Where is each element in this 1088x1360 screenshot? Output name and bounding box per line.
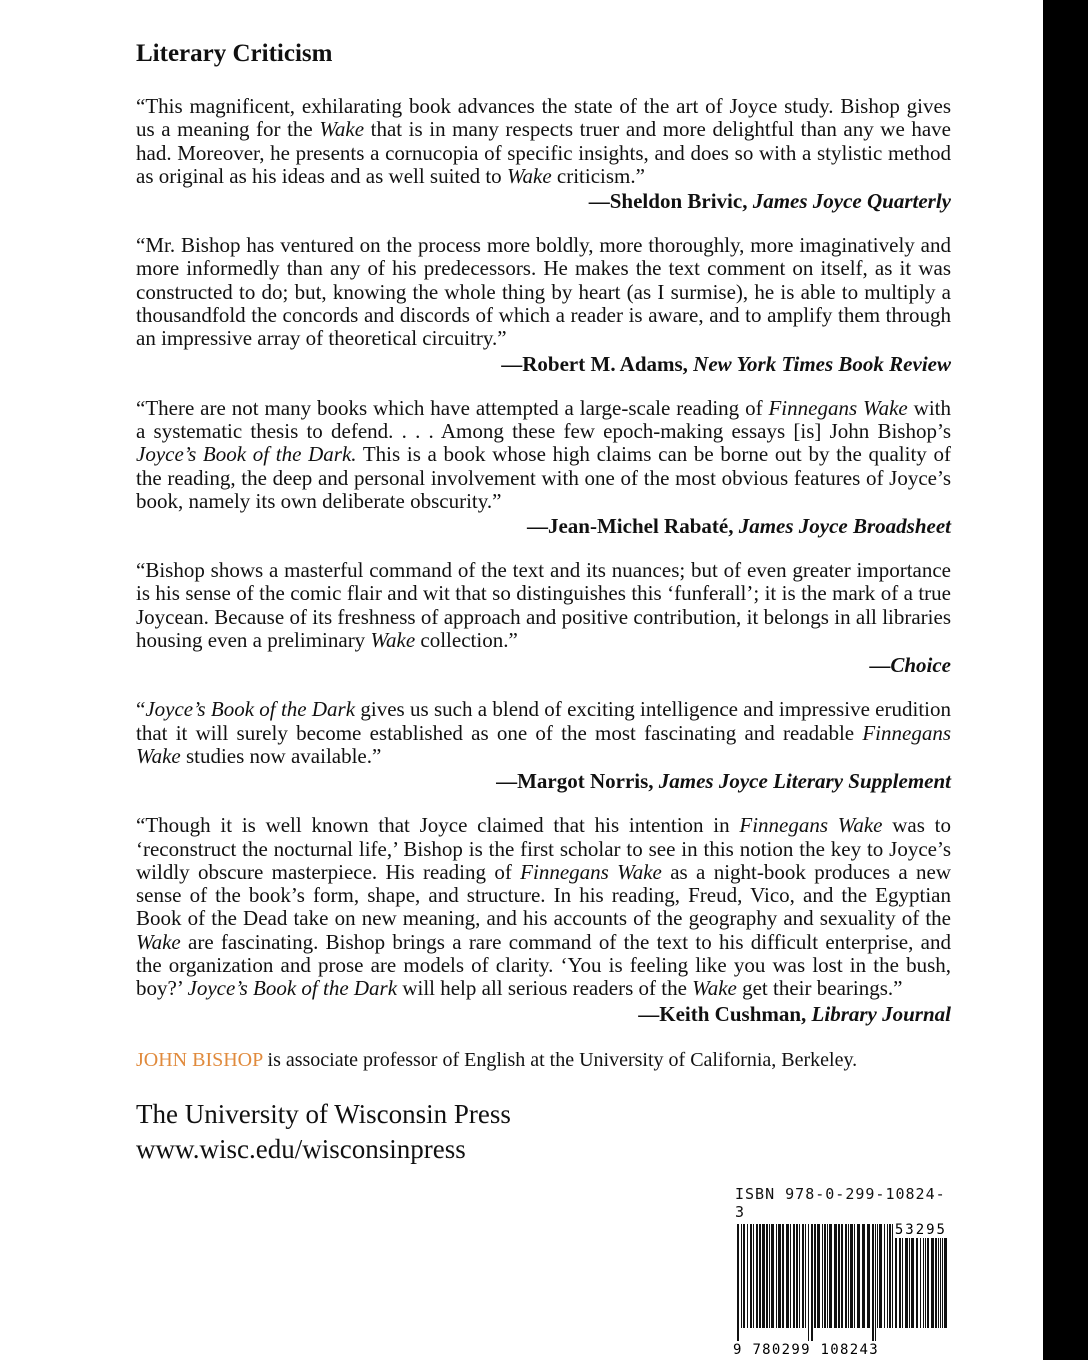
barcode-bar bbox=[841, 1224, 843, 1328]
barcode-bar bbox=[771, 1224, 774, 1328]
review-attribution bbox=[136, 768, 951, 794]
barcode-bar bbox=[920, 1224, 921, 1328]
publisher-info bbox=[136, 1097, 951, 1167]
review-source: Choice bbox=[890, 653, 951, 678]
quote-title: Finnegans Wake bbox=[520, 859, 662, 884]
barcode-bar bbox=[796, 1224, 798, 1328]
quote-title: Joyce’s Book of the Dark bbox=[145, 697, 356, 722]
quote-title: Finnegans Wake bbox=[768, 395, 908, 420]
barcode-bar bbox=[867, 1224, 870, 1328]
isbn-text: ISBN 978-0-299-10824-3 bbox=[735, 1185, 946, 1221]
review-quote bbox=[136, 559, 951, 652]
quote-title: Wake bbox=[319, 117, 365, 142]
barcode-bar bbox=[747, 1224, 748, 1328]
quote-text: This is a book whose high claims can be borne out by the quality of the reading, the deep and personal involvement with one of the most obvious features of Joyce’s book, namely its own deliberate obscurity.” bbox=[136, 442, 951, 513]
barcode-bar bbox=[895, 1224, 897, 1328]
barcode-bar bbox=[743, 1224, 745, 1328]
barcode-bar bbox=[925, 1224, 926, 1328]
barcode-bar bbox=[854, 1224, 855, 1328]
barcode-bar bbox=[766, 1224, 768, 1328]
quote-title: Wake bbox=[136, 929, 181, 954]
barcode-bar bbox=[877, 1224, 878, 1328]
barcode-bar bbox=[923, 1224, 924, 1328]
review-quote bbox=[136, 397, 951, 513]
quote-text: are fascinating. Bishop brings a rare command of the text to his difficult enterprise, and the organization and prose are models of clarity. ‘You is feeling like you was lost in the bush, boy?’ bbox=[136, 929, 951, 1001]
review-source: James Joyce Quarterly bbox=[752, 189, 951, 214]
review-attribution bbox=[136, 1001, 951, 1027]
barcode-bar bbox=[931, 1224, 934, 1328]
review-source: James Joyce Broadsheet bbox=[738, 514, 951, 539]
barcode-bar bbox=[822, 1224, 823, 1328]
barcode-bars bbox=[731, 1224, 951, 1341]
quote-title: Finnegans Wake bbox=[739, 813, 883, 838]
barcode-bar bbox=[927, 1224, 929, 1328]
quote-title: Wake bbox=[370, 628, 416, 653]
publisher-url: www.wisc.edu/wisconsinpress bbox=[136, 1133, 466, 1164]
reviewer-name: —Keith Cushman, bbox=[638, 1001, 807, 1026]
barcode-bar bbox=[879, 1224, 882, 1328]
reviews-list bbox=[136, 95, 951, 1027]
quote-title: Joyce’s Book of the Dark bbox=[187, 976, 398, 1001]
reviewer-name: —Sheldon Brivic, bbox=[588, 189, 748, 214]
barcode-bar bbox=[940, 1224, 941, 1328]
quote-text: “This magnificent, exhilarating book advances the state of the art of Joyce study. Bishop gives us a meaning for the bbox=[136, 94, 951, 142]
barcode-bar bbox=[778, 1224, 781, 1328]
review-quote bbox=[136, 814, 951, 1000]
quote-title: Joyce’s Book of the Dark. bbox=[136, 442, 357, 467]
barcode-bar bbox=[935, 1224, 937, 1328]
ean-digits: 9 780299 108243 bbox=[733, 1342, 879, 1358]
barcode-bar bbox=[802, 1224, 804, 1328]
quote-text: will help all serious readers of the bbox=[397, 976, 693, 1001]
review-attribution bbox=[136, 652, 951, 678]
barcode-bar bbox=[829, 1224, 832, 1328]
review-quote bbox=[136, 234, 951, 350]
barcode-bar bbox=[889, 1224, 891, 1328]
reviewer-name: —Jean-Michel Rabaté, bbox=[526, 514, 734, 539]
quote-title: Wake bbox=[506, 163, 552, 188]
quote-text: “ bbox=[136, 697, 146, 722]
barcode-bar bbox=[750, 1224, 752, 1328]
barcode-bar bbox=[786, 1224, 789, 1328]
barcode-bar bbox=[850, 1224, 853, 1328]
barcode-block bbox=[731, 1185, 953, 1359]
cover-content bbox=[136, 40, 951, 1167]
barcode-bar bbox=[909, 1224, 910, 1328]
barcode-bar bbox=[892, 1224, 893, 1328]
reviewer-name: —Robert M. Adams, bbox=[501, 351, 688, 376]
quote-title: Wake bbox=[692, 976, 737, 1001]
quote-text: collection.” bbox=[415, 628, 518, 653]
barcode-bar bbox=[805, 1224, 806, 1328]
barcode-bar bbox=[899, 1224, 901, 1328]
review-quote bbox=[136, 95, 951, 188]
barcode-bar bbox=[938, 1224, 939, 1328]
review-source: New York Times Book Review bbox=[693, 351, 951, 376]
barcode-bar bbox=[916, 1224, 918, 1328]
barcode-bar bbox=[872, 1224, 874, 1341]
barcode-bar bbox=[862, 1224, 865, 1328]
barcode-bar bbox=[827, 1224, 828, 1328]
review-source: James Joyce Literary Supplement bbox=[658, 769, 951, 794]
barcode-bar bbox=[811, 1224, 813, 1341]
barcode-bar bbox=[884, 1224, 885, 1328]
barcode-bar bbox=[814, 1224, 816, 1328]
review-attribution bbox=[136, 513, 951, 539]
barcode-bar bbox=[838, 1224, 840, 1328]
barcode-bar bbox=[793, 1224, 795, 1328]
publisher-name: The University of Wisconsin Press bbox=[136, 1098, 511, 1129]
barcode-bar bbox=[834, 1224, 837, 1328]
reviewer-name: —Margot Norris, bbox=[496, 769, 654, 794]
quote-text: criticism.” bbox=[551, 163, 645, 188]
barcode-bar bbox=[857, 1224, 860, 1328]
barcode bbox=[731, 1224, 951, 1341]
quote-text: “Though it is well known that Joyce claimed that his intention in bbox=[136, 813, 740, 838]
barcode-bar bbox=[737, 1224, 739, 1341]
barcode-addon: 53295 bbox=[894, 1222, 947, 1238]
barcode-bar bbox=[942, 1224, 943, 1328]
barcode-bar bbox=[762, 1224, 765, 1328]
author-bio bbox=[136, 1047, 951, 1073]
barcode-bar bbox=[845, 1224, 847, 1328]
barcode-bar bbox=[756, 1224, 758, 1328]
reviewer-name: — bbox=[869, 653, 891, 678]
review-attribution bbox=[136, 351, 951, 377]
quote-text: get their bearings.” bbox=[736, 976, 903, 1001]
author-name: JOHN BISHOP bbox=[136, 1048, 263, 1071]
quote-text: studies now available.” bbox=[180, 743, 382, 768]
barcode-bar bbox=[776, 1224, 777, 1328]
quote-text: with a systematic thesis to defend. . . . Among these few epoch-making essays [is] John Bishop’s bbox=[136, 395, 951, 443]
barcode-bar bbox=[944, 1224, 947, 1328]
barcode-bar bbox=[905, 1224, 908, 1328]
quote-title: Finnegans Wake bbox=[136, 720, 951, 768]
barcode-bar bbox=[848, 1224, 849, 1328]
barcode-bar bbox=[875, 1224, 876, 1341]
quote-text: “Mr. Bishop has ventured on the process more boldly, more thoroughly, more imaginatively and more informedly than any of his predecessors. He makes the text comment on itself, as it was constructed to do; but, knowing the whole thing by heart (as I surmise), he is able to multiply a thousandfold the concords and discords of which a reader is aware, and to amplify them through an impressive array of theoretical circuitry.” bbox=[136, 233, 951, 351]
quote-text: “Bishop shows a masterful command of the text and its nuances; but of even greater importance is his sense of the comic flair and wit that so distinguishes this ‘funferall’; it is the mark of a true Joycean. Because of its freshness of approach and positive contribution, it belongs in all libraries housing even a preliminary bbox=[136, 558, 951, 653]
barcode-bar bbox=[753, 1224, 754, 1328]
category-heading: Literary Criticism bbox=[136, 40, 333, 67]
review-quote bbox=[136, 698, 951, 768]
review-attribution bbox=[136, 188, 951, 214]
barcode-bar bbox=[911, 1224, 914, 1328]
barcode-bar bbox=[769, 1224, 770, 1328]
page-edge bbox=[1043, 0, 1088, 1360]
barcode-bar bbox=[817, 1224, 820, 1328]
barcode-bar bbox=[799, 1224, 800, 1328]
barcode-bar bbox=[824, 1224, 826, 1328]
barcode-bar bbox=[741, 1224, 742, 1328]
quote-text: was to ‘reconstruct the nocturnal life,’ Bishop is the first scholar to see in this notion the key to Joyce’s wildly obscure masterpiece. His reading of bbox=[136, 813, 952, 884]
barcode-bar bbox=[808, 1224, 809, 1341]
barcode-bar bbox=[782, 1224, 784, 1328]
quote-text: that is in many respects truer and more delightful than any we have had. Moreover, he presents a cornucopia of specific insights, and does so with a stylistic method as original as his ideas and as well suited to bbox=[136, 117, 951, 188]
quote-text: as a night-book produces a new sense of the book’s form, shape, and structure. In his reading, Freud, Vico, and the Egyptian Book of the Dead take on new meaning, and his accounts of the geography and sexuality of the bbox=[136, 859, 951, 931]
barcode-bar bbox=[902, 1224, 903, 1328]
barcode-bar bbox=[759, 1224, 761, 1328]
quote-text: gives us such a blend of exciting intelligence and impressive erudition that it will surely become established as one of the most fascinating and readable bbox=[136, 697, 952, 745]
barcode-bar bbox=[790, 1224, 791, 1328]
author-bio-text: is associate professor of English at the University of California, Berkeley. bbox=[262, 1048, 858, 1071]
barcode-bar bbox=[887, 1224, 888, 1328]
review-source: Library Journal bbox=[811, 1001, 951, 1026]
quote-text: “There are not many books which have attempted a large-scale reading of bbox=[136, 395, 769, 420]
